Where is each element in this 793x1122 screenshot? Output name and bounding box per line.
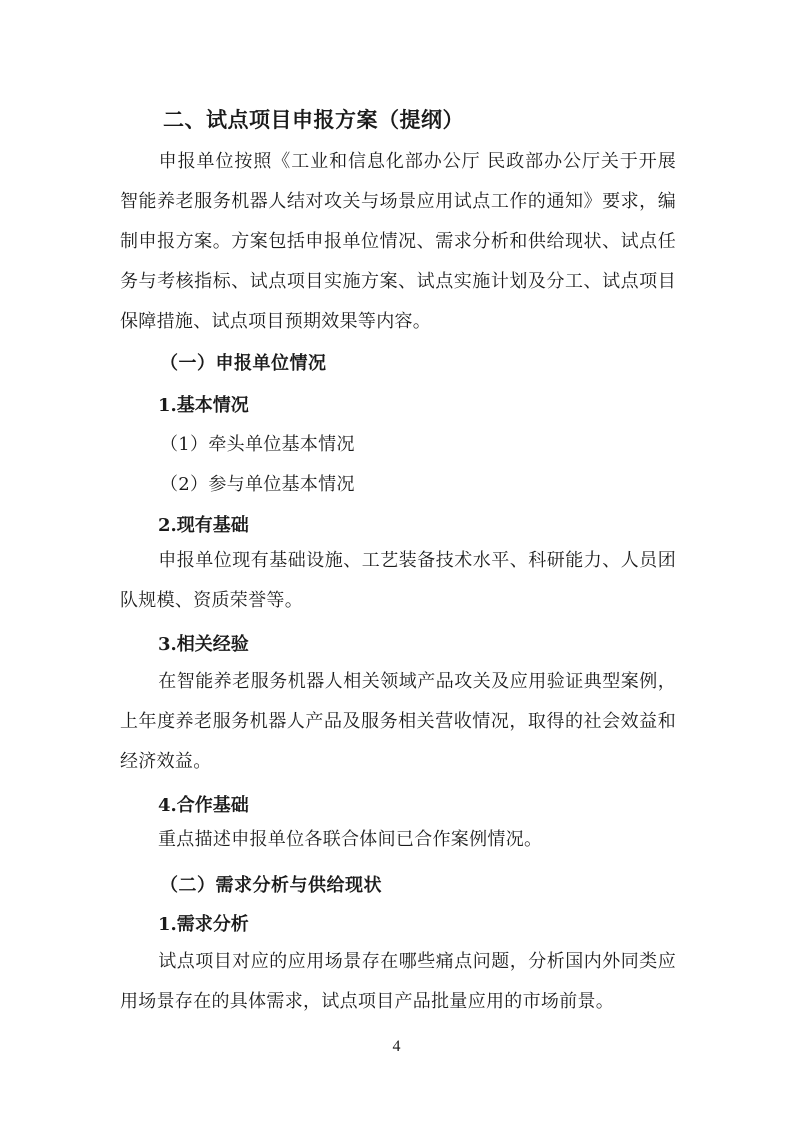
page-number: 4 bbox=[392, 1038, 401, 1055]
demand-text: 试点项目对应的应用场景存在哪些痛点问题，分析国内外同类应用场景存在的具体需求，试点项目产品批量应用的市场前景。 bbox=[120, 951, 676, 1012]
basic-item-1: （1）牵头单位基本情况 bbox=[160, 434, 355, 455]
cooperation-paragraph bbox=[120, 820, 676, 860]
cooperation-heading: 4.合作基础 bbox=[158, 795, 249, 816]
basic-item-2: （2）参与单位基本情况 bbox=[160, 474, 355, 495]
intro-paragraph bbox=[120, 142, 676, 342]
demand-heading: 1.需求分析 bbox=[158, 914, 249, 935]
foundation-paragraph bbox=[120, 541, 676, 621]
cooperation-text: 重点描述申报单位各联合体间已合作案例情况。 bbox=[158, 829, 543, 850]
foundation-heading: 2.现有基础 bbox=[158, 515, 249, 536]
section-title: 二、试点项目申报方案（提纲） bbox=[163, 108, 464, 132]
part1-heading: （一）申报单位情况 bbox=[160, 353, 327, 374]
experience-text: 在智能养老服务机器人相关领域产品攻关及应用验证典型案例，上年度养老服务机器人产品及服务相关营收情况，取得的社会效益和经济效益。 bbox=[120, 671, 676, 772]
experience-paragraph bbox=[120, 662, 676, 782]
part2-heading: （二）需求分析与供给现状 bbox=[160, 875, 382, 896]
experience-heading: 3.相关经验 bbox=[158, 634, 249, 655]
intro-text: 申报单位按照《工业和信息化部办公厅 民政部办公厅关于开展智能养老服务机器人结对攻关与场景应用试点工作的通知》要求，编制申报方案。方案包括申报单位情况、需求分析和供给现状、试点任务与考核指标、试点项目实施方案、试点实施计划及分工、试点项目保障措施、试点项目预期效果等内容。 bbox=[120, 151, 676, 332]
basic-heading: 1.基本情况 bbox=[158, 395, 249, 416]
demand-paragraph bbox=[120, 942, 676, 1022]
foundation-text: 申报单位现有基础设施、工艺装备技术水平、科研能力、人员团队规模、资质荣誉等。 bbox=[120, 550, 676, 611]
